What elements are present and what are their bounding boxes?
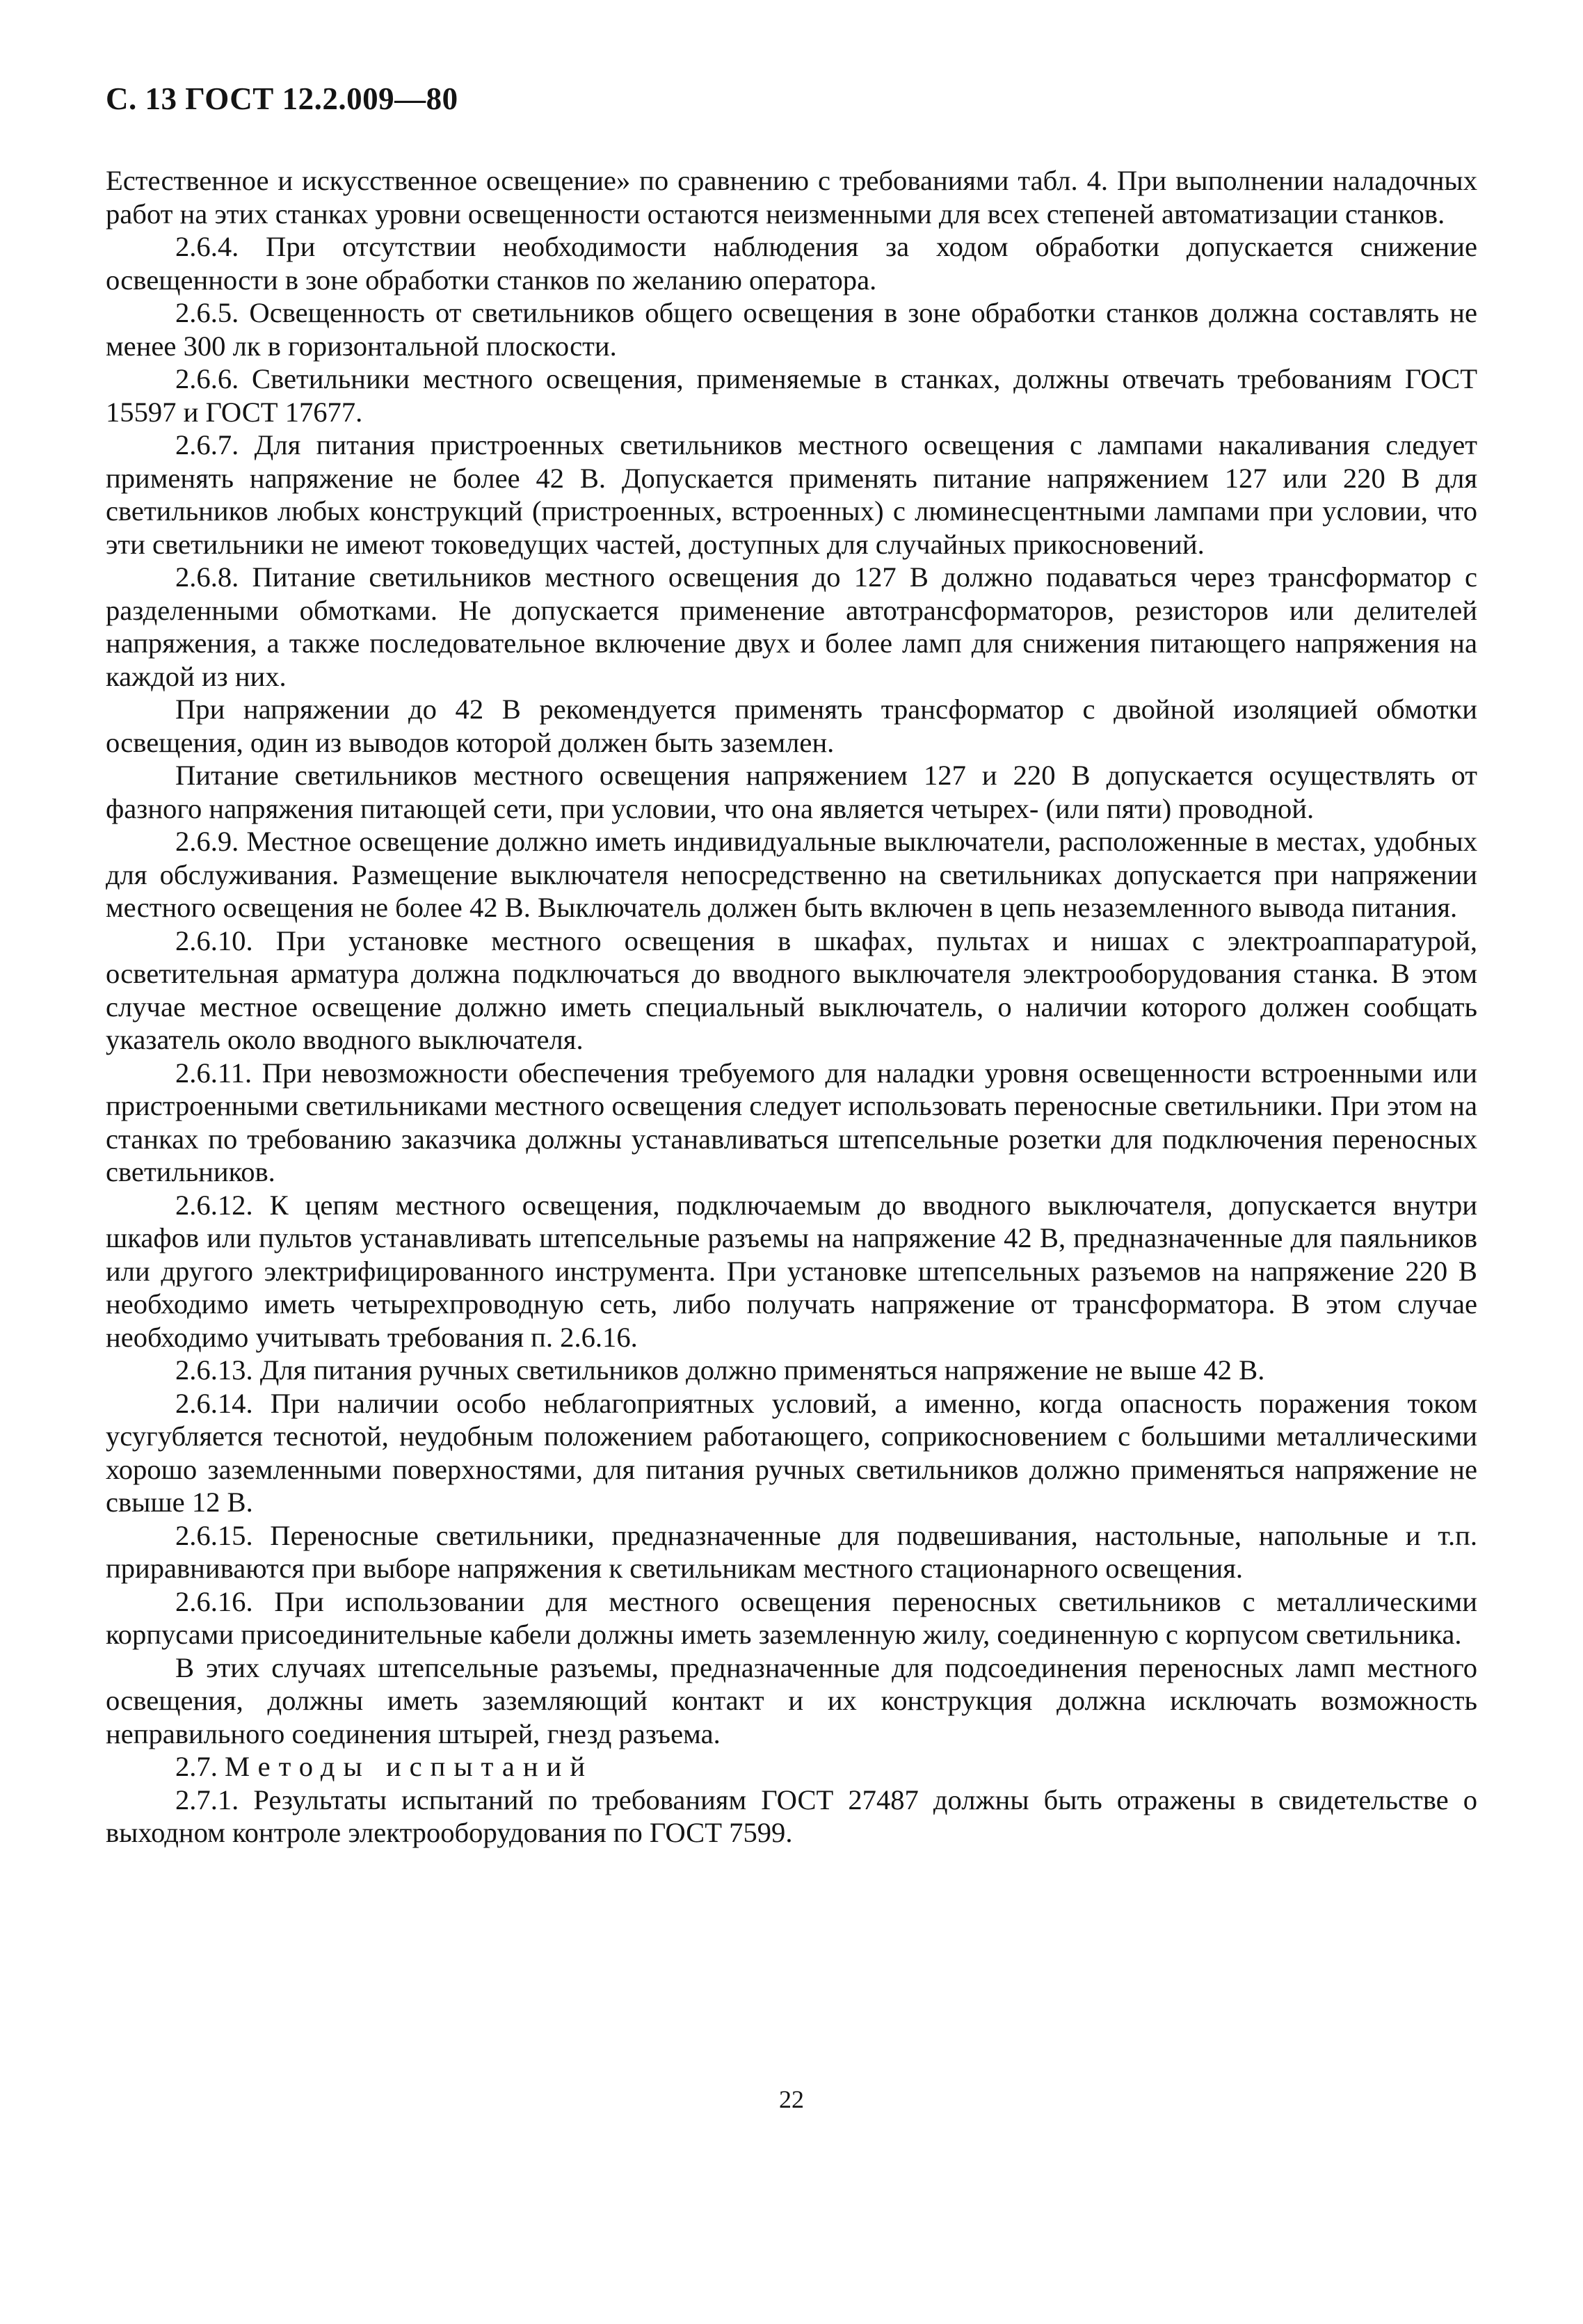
paragraph-2-6-10: 2.6.10. При установке местного освещения в шкафах, пультах и нишах с электроаппаратурой, осветительная арматура должна подключаться до вводного выключателя электрооборудования станка. В этом случае местное освещение должно иметь специальный выключатель, о наличии которого должен сообщать указатель около вводного выключателя. <box>106 924 1477 1055</box>
paragraph-2-6-14: 2.6.14. При наличии особо неблагоприятных условий, а именно, когда опасность поражения током усугубляется теснотой, неудобным положением работающего, соприкосновением с большими металлическими хорошо заземленными поверхностями, для питания ручных светильников должно применяться напряжение не свыше 12 В. <box>106 1387 1477 1518</box>
paragraph-2-6-8-supply: Питание светильников местного освещения напряжением 127 и 220 В допускается осуществлять от фазного напряжения питающей сети, при условии, что она является четырех- (или пяти) проводной. <box>106 760 1477 824</box>
paragraph-2-6-11: 2.6.11. При невозможности обеспечения требуемого для наладки уровня освещенности встроенными или пристроенными светильниками местного освещения следует использовать переносные светильники. При этом на станках по требованию заказчика должны устанавливаться штепсельные розетки для подключения переносных светильников. <box>106 1057 1477 1187</box>
document-body <box>106 164 1477 1850</box>
paragraph-2-6-8: 2.6.8. Питание светильников местного освещения до 127 В должно подаваться через трансформатор с разделенными обмотками. Не допускается применение автотрансформаторов, резисторов или делителей напряжения, а также последовательное включение двух и более ламп для снижения питающего напряжения на каждой из них. <box>106 561 1477 692</box>
paragraph-2-6-4: 2.6.4. При отсутствии необходимости наблюдения за ходом обработки допускается снижение освещенности в зоне обработки станков по желанию оператора. <box>106 231 1477 296</box>
paragraph-2-6-8-transformer: При напряжении до 42 В рекомендуется применять трансформатор с двойной изоляцией обмотки освещения, один из выводов которой должен быть заземлен. <box>106 694 1477 758</box>
page-number: 22 <box>779 2085 804 2113</box>
paragraph-2-6-7: 2.6.7. Для питания пристроенных светильников местного освещения с лампами накаливания следует применять напряжение не более 42 В. Допускается применять питание напряжением 127 или 220 В для светильников любых конструкций (пристроенных, встроенных) с люминесцентными лампами при условии, что эти светильники не имеют токоведущих частей, доступных для случайных прикосновений. <box>106 429 1477 560</box>
section-heading-2-7 <box>106 1750 1477 1784</box>
paragraph-2-6-16: 2.6.16. При использовании для местного освещения переносных светильников с металлическими корпусами присоединительные кабели должны иметь заземленную жилу, соединенную с корпусом светильника. <box>106 1585 1477 1650</box>
paragraph-2-6-6: 2.6.6. Светильники местного освещения, применяемые в станках, должны отвечать требованиям ГОСТ 15597 и ГОСТ 17677. <box>106 363 1477 428</box>
section-title: Методы испытаний <box>225 1751 594 1782</box>
paragraph-continuation: Естественное и искусственное освещение» по сравнению с требованиями табл. 4. При выполнении наладочных работ на этих станках уровни освещенности остаются неизменными для всех степеней автоматизации станков. <box>106 165 1477 230</box>
section-number: 2.7. <box>175 1751 218 1782</box>
paragraph-2-7-1: 2.7.1. Результаты испытаний по требованиям ГОСТ 27487 должны быть отражены в свидетельстве о выходном контроле электрооборудования по ГОСТ 7599. <box>106 1784 1477 1848</box>
page-header: С. 13 ГОСТ 12.2.009—80 <box>106 81 458 116</box>
paragraph-2-6-15: 2.6.15. Переносные светильники, предназначенные для подвешивания, настольные, напольные и т.п. приравниваются при выборе напряжения к светильникам местного стационарного освещения. <box>106 1519 1477 1584</box>
paragraph-2-6-13: 2.6.13. Для питания ручных светильников должно применяться напряжение не выше 42 В. <box>175 1354 1265 1386</box>
paragraph-2-6-9: 2.6.9. Местное освещение должно иметь индивидуальные выключатели, расположенные в местах, удобных для обслуживания. Размещение выключателя непосредственно на светильниках допускается при напряжении местного освещения не более 42 В. Выключатель должен быть включен в цепь незаземленного вывода питания. <box>106 826 1477 923</box>
paragraph-2-6-16-connectors: В этих случаях штепсельные разъемы, предназначенные для подсоединения переносных ламп местного освещения, должны иметь заземляющий контакт и их конструкция должна исключать возможность неправильного соединения штырей, гнезд разъема. <box>106 1651 1477 1749</box>
paragraph-2-6-12: 2.6.12. К цепям местного освещения, подключаемым до вводного выключателя, допускается внутри шкафов или пультов устанавливать штепсельные разъемы на напряжение 42 В, предназначенные для паяльников или другого электрифицированного инструмента. При установке штепсельных разъемов на напряжение 220 В необходимо иметь четырехпроводную сеть, либо получать напряжение от трансформатора. В этом случае необходимо учитывать требования п. 2.6.16. <box>106 1189 1477 1353</box>
paragraph-2-6-5: 2.6.5. Освещенность от светильников общего освещения в зоне обработки станков должна составлять не менее 300 лк в горизонтальной плоскости. <box>106 297 1477 362</box>
